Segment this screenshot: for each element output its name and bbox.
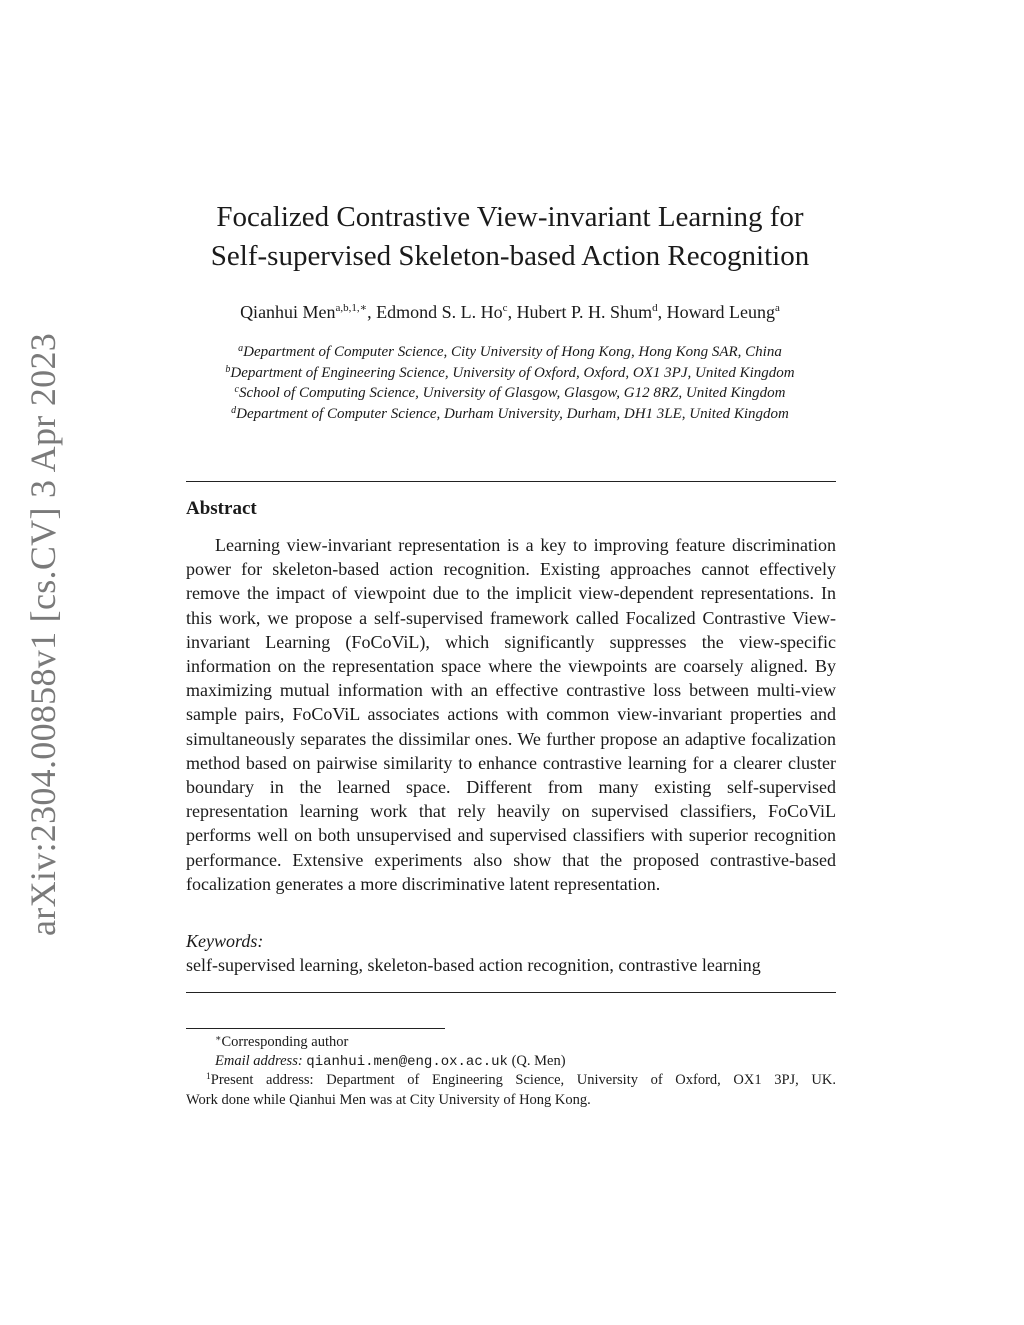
keywords-label: Keywords:: [186, 931, 264, 951]
affiliation-item: [130, 342, 890, 363]
author-marks: c: [502, 302, 508, 314]
arxiv-identifier-stamp: arXiv:2304.00858v1 [cs.CV] 3 Apr 2023: [23, 332, 63, 936]
keywords-text: self-supervised learning, skeleton-based action recognition, contrastive learning: [186, 955, 761, 975]
email-label: Email address:: [215, 1053, 303, 1069]
abstract-bottom-rule: [186, 992, 836, 993]
footnote-mark: 1: [206, 1072, 211, 1082]
author-marks: a: [775, 302, 780, 314]
affiliation-mark: c: [234, 384, 239, 395]
affiliation-item: [130, 383, 890, 404]
author-list: [150, 302, 870, 323]
footnote-work-done: Work done while Qianhui Men was at City University of Hong Kong.: [186, 1092, 591, 1108]
author-separator: ,: [367, 302, 377, 322]
affiliation-item: [130, 404, 890, 425]
footnote-present-address: [186, 1071, 836, 1090]
affiliation-text: Department of Computer Science, Durham University, Durham, DH1 3LE, United Kingdom: [236, 405, 789, 422]
author-name: Edmond S. L. Ho: [376, 302, 503, 322]
author-separator: ,: [657, 302, 667, 322]
footnote-text: Corresponding author: [221, 1034, 349, 1050]
affiliation-mark: d: [231, 404, 237, 416]
footnote-mark: ∗: [215, 1034, 222, 1044]
author-marks: d: [652, 302, 658, 314]
abstract-body: Learning view-invariant representation is a key to improving feature discrimination power for skeleton-based action recognition. Existing approaches cannot effectively remove the impact of viewpoint due to the implicit view-dependent representations. In this work, we propose a self-supervised framework called Focalized Contrastive View-invariant Learning (FoCoViL), which significantly suppresses the view-specific information on the representation space where the viewpoints are coarsely aligned. By maximizing mutual information with an effective contrastive loss between multi-view sample pairs, FoCoViL associates actions with common view-invariant properties and simultaneously separates the dissimilar ones. We further propose an adaptive focalization method based on pairwise similarity to enhance contrastive learning for a clearer cluster boundary in the learned space. Different from many existing self-supervised representation learning work that rely heavily on supervised classifiers, FoCoViL performs well on both unsupervised and supervised classifiers with superior recognition performance. Extensive experiments also show that the proposed contrastive-based focalization generates a more discriminative latent representation.: [186, 535, 836, 894]
affiliation-item: [130, 363, 890, 384]
footnote-text: Present address: Department of Engineering Science, University of Oxford, OX1 3PJ, UK.: [210, 1072, 836, 1088]
author-name: Qianhui Men: [240, 302, 336, 322]
affiliation-mark: b: [225, 363, 231, 375]
abstract-top-rule: [186, 481, 836, 482]
paper-title: [150, 198, 870, 276]
affiliation-text: School of Computing Science, University of Glasgow, Glasgow, G12 8RZ, United Kingdom: [238, 385, 786, 401]
author-marks: a,b,1,∗: [335, 302, 368, 314]
title-line-2: Self-supervised Skeleton-based Action Recognition: [210, 240, 810, 272]
author-name: Howard Leung: [666, 302, 776, 322]
author-name: Hubert P. H. Shum: [516, 302, 653, 322]
abstract-heading: Abstract: [186, 498, 257, 519]
footnote-corresponding: [186, 1033, 865, 1052]
email-owner: (Q. Men): [511, 1053, 566, 1069]
affiliation-text: Department of Engineering Science, University of Oxford, Oxford, OX1 3PJ, United Kingdom: [230, 364, 795, 381]
title-line-1: Focalized Contrastive View-invariant Learning for: [216, 201, 804, 233]
affiliation-mark: a: [238, 343, 244, 354]
affiliation-list: [130, 342, 890, 424]
footnote-rule: [186, 1028, 445, 1029]
author-separator: ,: [507, 302, 517, 322]
affiliation-text: Department of Computer Science, City University of Hong Kong, Hong Kong SAR, China: [243, 344, 782, 360]
footnote-email: [186, 1052, 865, 1072]
email-address[interactable]: qianhui.men@eng.ox.ac.uk: [306, 1054, 508, 1070]
